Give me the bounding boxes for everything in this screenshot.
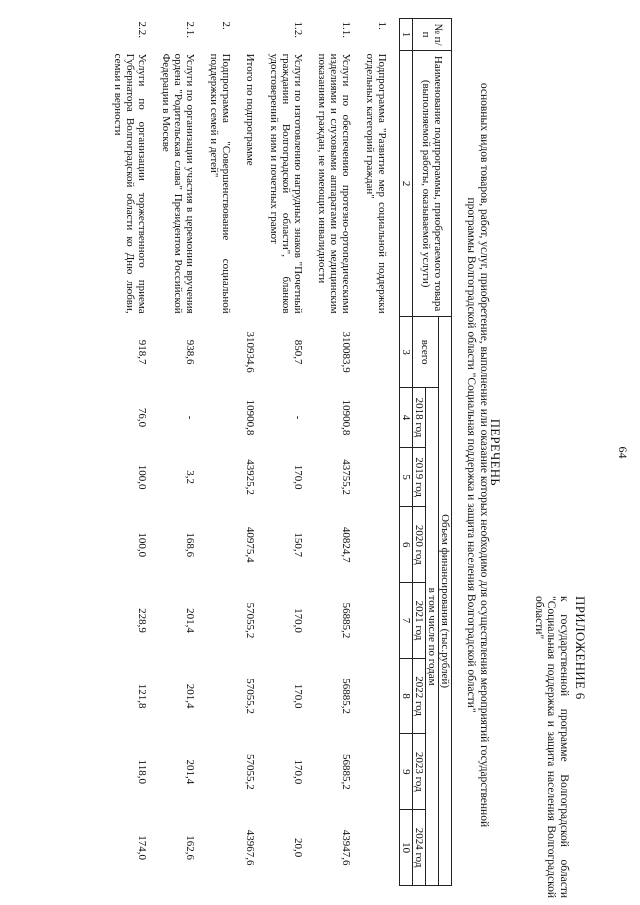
cell-2020: 100,0 [136,532,148,558]
cell-2019 [363,447,389,507]
appendix-subtitle: к государственной программе Волгоградской области "Социальная поддержка и защита населения Волгоградской области" [533,596,570,898]
cell-2021: 201,4 [184,608,196,633]
cell-2019: 100,0 [136,464,148,490]
cell-2020: 168,6 [184,532,196,558]
cell-2022 [363,658,389,734]
cell-2022: 56885,2 [340,678,352,715]
cell-2020 [207,507,233,583]
header-total: всего [413,317,439,388]
header-num: № п/п [413,19,452,51]
header-name: Наименование подпрограммы, приобретаемого товара (выполняемой работы, оказываемой услуги) [413,51,452,317]
cell-2018: 10900,8 [340,399,352,436]
column-number: 6 [400,507,413,583]
cell-2024: 162,6 [184,835,196,860]
column-number: 10 [400,810,413,886]
cell-2018: - [184,415,196,420]
cell-2023: 56885,2 [340,753,352,790]
cell-2019: 170,0 [292,464,304,490]
cell-total: 850,7 [292,339,304,365]
table-row [363,19,389,886]
cell-total: 938,6 [184,339,196,365]
row-name: Услуги по изготовлению нагрудных знаков "Почетный гражданин Волгоградской области", бланков удостоверений к ним и почетных грамот [268,53,304,314]
table-row [111,19,149,886]
cell-2019: 43925,2 [244,459,256,496]
column-number: 3 [400,317,413,388]
cell-2021: 170,0 [292,608,304,633]
row-name: Услуги по обеспечению протезно-ортопедическими изделиями и слуховыми аппаратами по медицинским показаниям граждан, не имеющих инвалидности [316,53,352,314]
cell-2022: 57055,2 [244,678,256,715]
appendix-title: ПРИЛОЖЕНИЕ 6 [573,596,588,700]
row-number: 2.1. [184,21,196,38]
row-number: 2. [220,21,232,30]
cell-2023 [363,734,389,810]
column-number: 2 [400,51,413,317]
cell-2023: 170,0 [292,759,304,785]
cell-2020: 40824,7 [340,526,352,563]
row-name: Подпрограмма "Развитие мер социальной поддержки отдельных категорий граждан" [364,53,388,314]
cell-2018: - [292,415,304,420]
cell-2018 [363,388,389,448]
row-number [243,19,257,51]
table-row [243,19,257,886]
column-number: 5 [400,447,413,507]
cell-total: 310934,6 [244,331,256,373]
table-row [267,19,305,886]
cell-2024 [363,810,389,886]
row-name: Услуги по организации торжественного приема Губернатора Волгоградской области ко Дню любви, семьи и верности [112,53,148,314]
cell-2022: 121,8 [136,683,148,709]
cell-2020: 40975,4 [244,526,256,563]
row-name: Подпрограмма "Совершенствование социальной поддержки семей и детей" [208,53,232,314]
cell-2021: 228,9 [136,608,148,633]
table-row [315,19,353,886]
column-number: 4 [400,388,413,448]
row-name: Итого по подпрограмме [244,53,256,166]
header-by-years: в том числе по годам [426,388,439,886]
header-year: 2018 год [413,388,426,448]
cell-2023: 118,0 [136,759,148,784]
cell-2024: 43947,6 [340,829,352,866]
column-number: 1 [400,19,413,51]
cell-2021: 57055,2 [244,602,256,639]
cell-2023: 201,4 [184,759,196,785]
cell-2024: 20,0 [292,837,304,858]
document-heading: ПЕРЕЧЕНЬ [488,418,502,487]
column-number: 7 [400,583,413,659]
row-name: Услуги по организации участия в церемонии вручения ордена "Родительская слава" Президентом Российской Федерации в Москве [160,53,196,314]
row-number: 1.1. [340,21,352,38]
cell-2021 [363,583,389,659]
cell-2024 [207,810,233,886]
cell-2022: 201,4 [184,683,196,709]
header-funding: Объем финансирования (тыс.рублей) [439,317,452,886]
cell-2018 [207,388,233,448]
header-year: 2020 год [413,507,426,583]
header-year: 2023 год [413,734,426,810]
row-number: 1.2. [292,21,304,38]
cell-2020 [363,507,389,583]
header-year: 2021 год [413,583,426,659]
page-number: 64 [616,446,630,459]
column-number: 9 [400,734,413,810]
cell-2020: 150,7 [292,532,304,558]
cell-2019 [207,447,233,507]
cell-total: 310083,9 [340,331,352,373]
cell-total [207,317,233,388]
row-number: 1. [376,21,388,30]
document-intro: основных видов товаров, работ, услуг, приобретение, выполнение или оказание которых необходимо для осуществления мероприятий государственной программы Волгоградской области "Социальная поддержка и защита населения Волгоградской области" [465,82,490,828]
cell-2021: 56885,2 [340,602,352,639]
column-number: 8 [400,658,413,734]
cell-2018: 10900,8 [244,399,256,436]
cell-total [363,317,389,388]
cell-2019: 3,2 [184,470,196,485]
row-number: 2.2. [136,21,148,38]
cell-total: 918,7 [136,339,148,365]
cell-2023 [207,734,233,810]
cell-2018: 76,0 [136,407,148,428]
cell-2021 [207,583,233,659]
table-row [207,19,233,886]
cell-2019: 43755,2 [340,459,352,496]
table-row [159,19,197,886]
header-year: 2022 год [413,658,426,734]
cell-2024: 43967,6 [244,829,256,866]
cell-2023: 57055,2 [244,753,256,790]
financing-table [111,18,452,886]
header-year: 2019 год [413,447,426,507]
cell-2024: 174,0 [136,835,148,860]
cell-2022 [207,658,233,734]
cell-2022: 170,0 [292,683,304,709]
header-year: 2024 год [413,810,426,886]
